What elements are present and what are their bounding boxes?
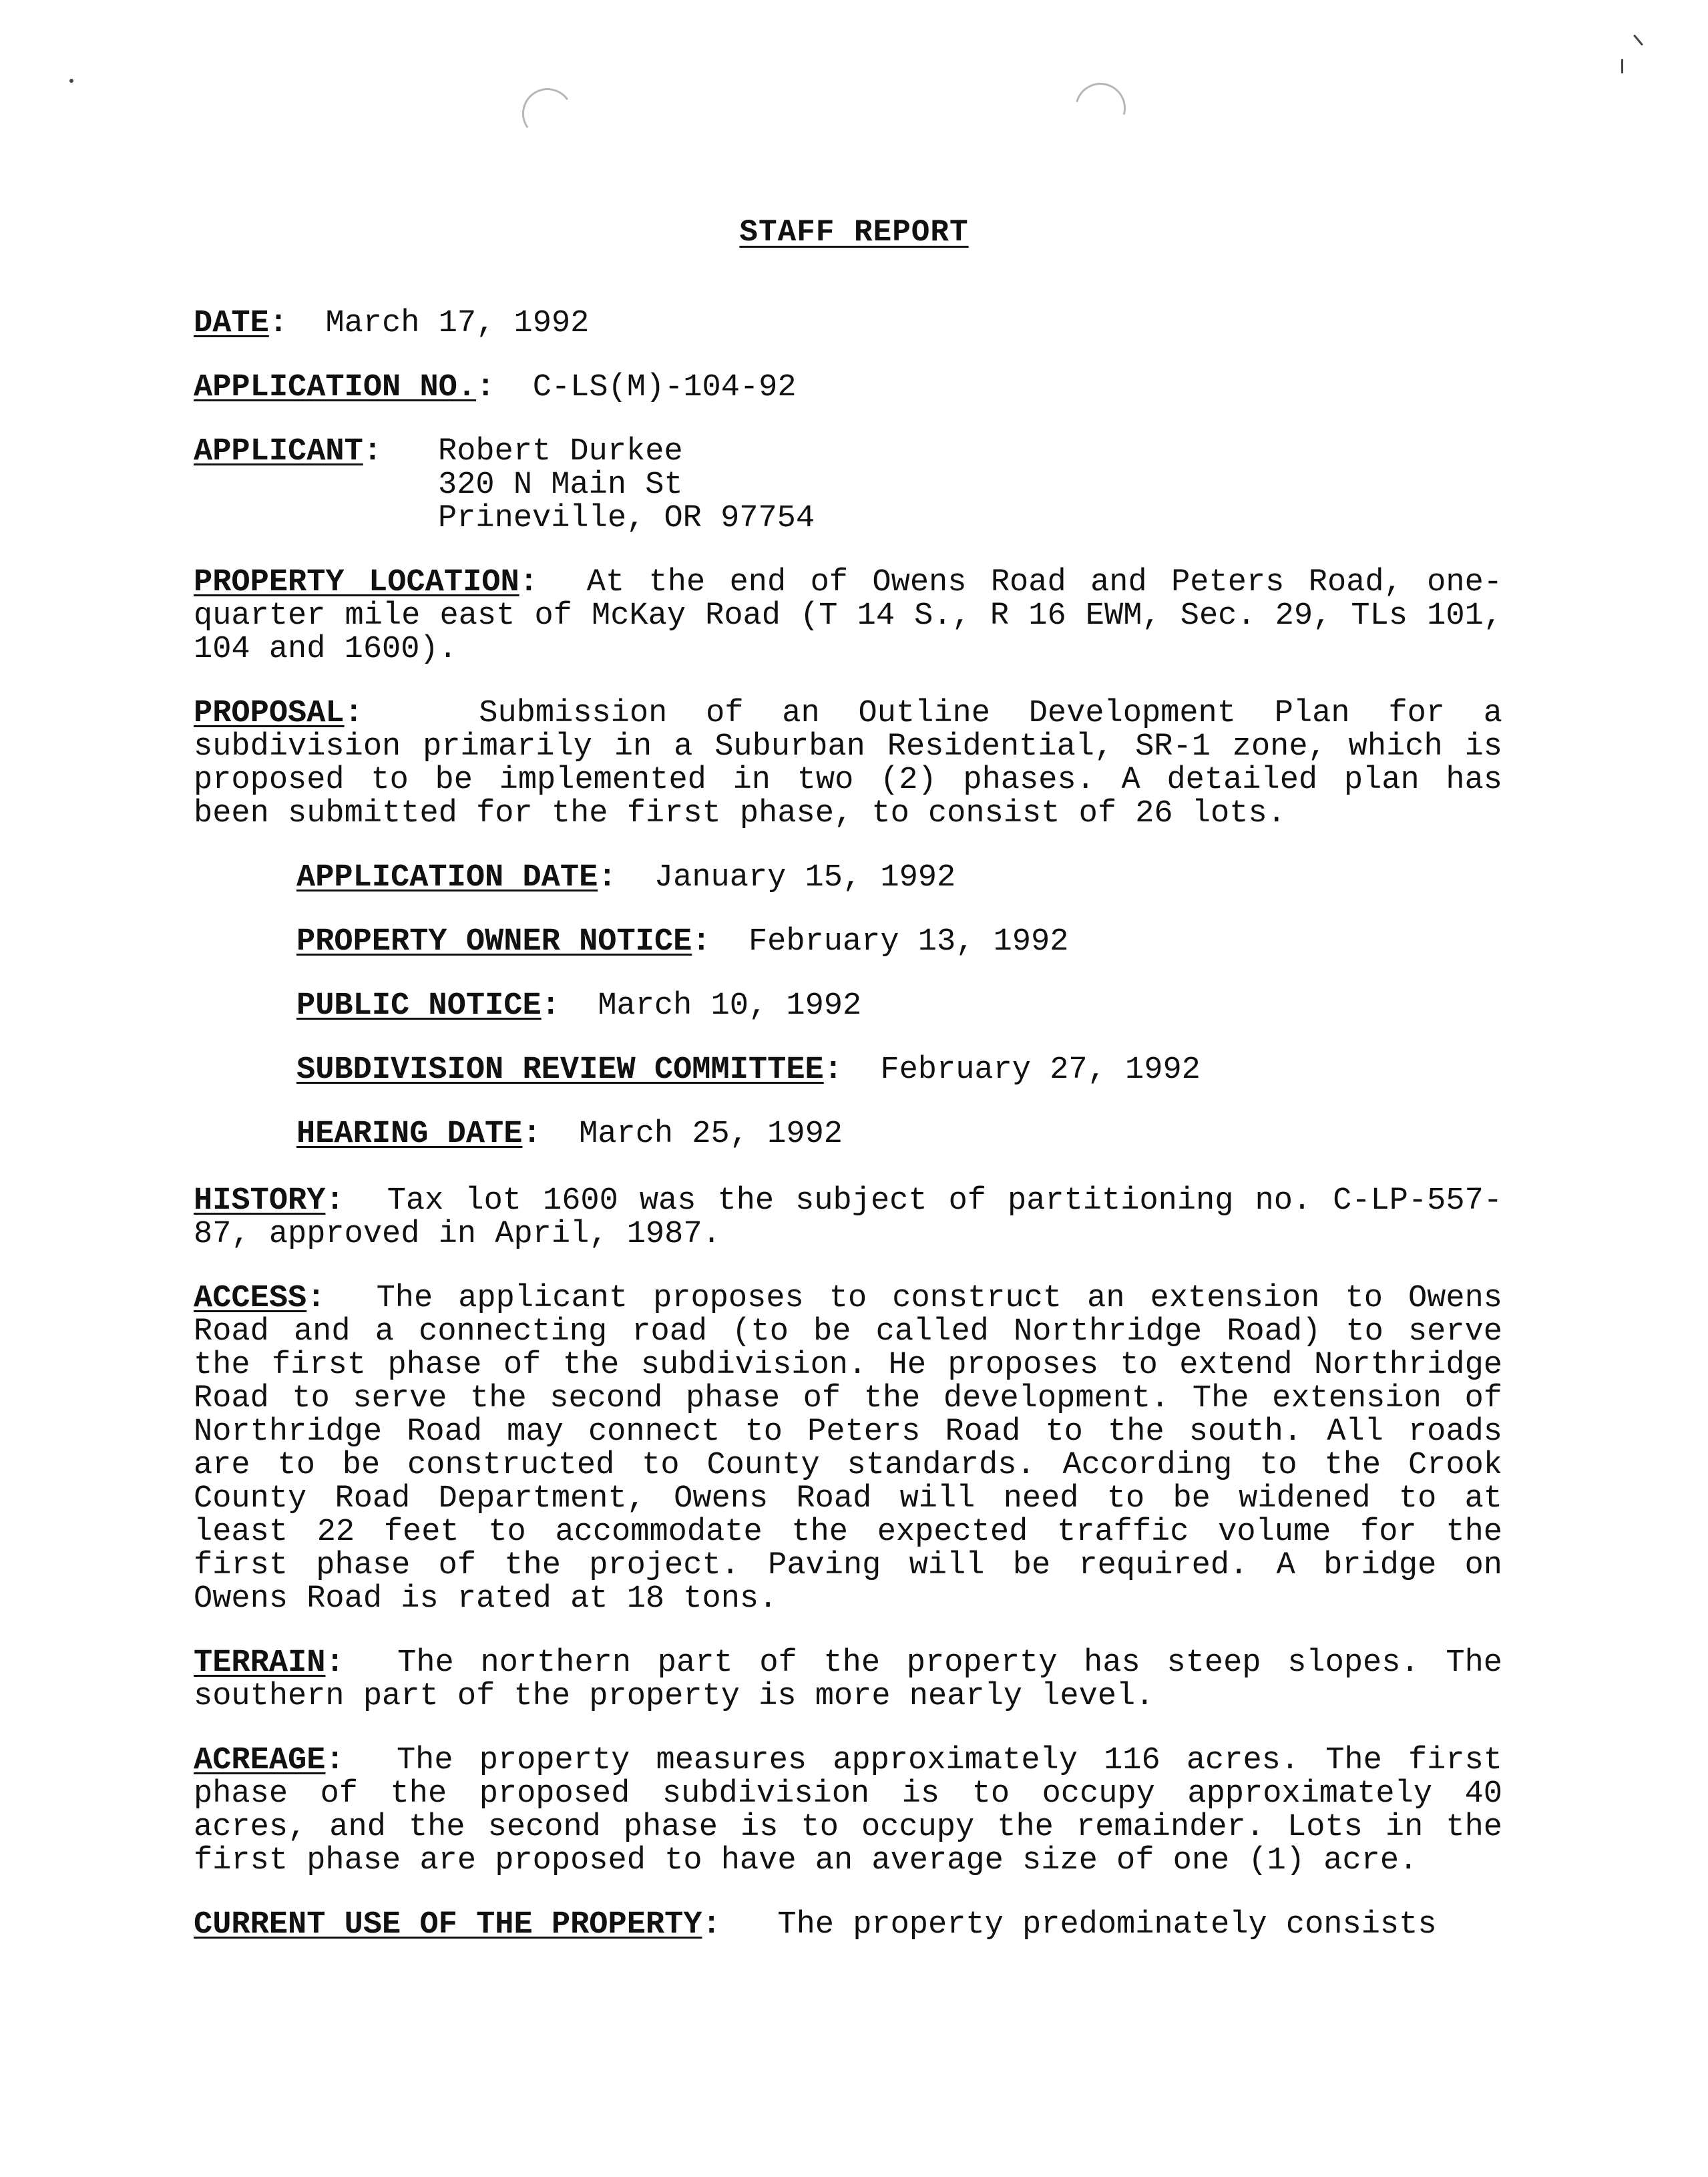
applicant-field: APPLICANT: Robert Durkee 320 N Main St Prineville, OR 97754 [194,434,815,536]
dates-list [296,861,1502,1151]
date-item-value: February 13, 1992 [748,924,1069,960]
date-item-label: PUBLIC NOTICE [296,988,542,1024]
date-item-label: PROPERTY OWNER NOTICE [296,924,692,960]
terrain-text: The northern part of the property has steep slopes. The southern part of the property is more nearly level. [194,1645,1502,1714]
applicant-street: 320 N Main St [438,467,683,503]
punch-hole-mark [518,84,577,143]
report-body [194,307,1502,1973]
history-section: HISTORY: Tax lot 1600 was the subject of partitioning no. C-LP-557-87, approved in April, 1987. [194,1183,1502,1252]
scan-speck [69,79,73,83]
date-field: DATE: March 17, 1992 [194,306,590,341]
date-item-hearing: HEARING DATE: March 25, 1992 [296,1117,843,1152]
acreage-section: ACREAGE: The property measures approximately 116 acres. The first phase of the proposed subdivision is to occupy approximately 40 acres, and the second phase is to occupy the remainder. Lots in the first phase are proposed to have an average size of one (1) acre. [194,1743,1502,1878]
date-item-label: SUBDIVISION REVIEW COMMITTEE [296,1052,824,1088]
application-no-label: APPLICATION NO. [194,370,477,405]
document-title: STAFF REPORT [739,215,969,250]
date-label: DATE [194,306,269,341]
date-item-value: March 25, 1992 [579,1117,843,1152]
date-item-public-notice: PUBLIC NOTICE: March 10, 1992 [296,988,862,1024]
current-use-text: The property predominately consists [777,1907,1437,1943]
acreage-text: The property measures approximately 116 acres. The first phase of the proposed subdivision is to occupy approximately 40 acres, and the second phase is to occupy the remainder. Lots in the first phase are proposed to have an average size of one (1) acre. [194,1743,1502,1878]
date-item-owner-notice: PROPERTY OWNER NOTICE: February 13, 1992 [296,924,1069,960]
property-location-label: PROPERTY LOCATION [194,565,519,600]
date-item-value: March 10, 1992 [598,988,862,1024]
applicant-city: Prineville, OR 97754 [438,501,815,536]
date-value: March 17, 1992 [325,306,590,341]
scan-speck [1621,59,1623,73]
terrain-label: TERRAIN [194,1645,326,1681]
applicant-address [438,435,815,536]
application-no-value: C-LS(M)-104-92 [532,370,797,405]
application-no-field: APPLICATION NO.: C-LS(M)-104-92 [194,370,797,405]
date-item-value: January 15, 1992 [654,860,956,896]
scan-speck [1633,34,1643,45]
proposal-text: Submission of an Outline Development Plan for a subdivision primarily in a Suburban Residential, SR-1 zone, which is proposed to be implemented in two (2) phases. A detailed plan has been submitted for the first phase, to consist of 26 lots. [194,696,1502,831]
applicant-name: Robert Durkee [438,434,683,469]
history-text: Tax lot 1600 was the subject of partitioning no. C-LP-557-87, approved in April, 1987. [194,1183,1502,1252]
date-item-application: APPLICATION DATE: January 15, 1992 [296,860,956,896]
current-use-section: CURRENT USE OF THE PROPERTY: The property predominately consists [194,1907,1437,1943]
date-item-review-committee: SUBDIVISION REVIEW COMMITTEE: February 27, 1992 [296,1052,1201,1088]
access-label: ACCESS [194,1281,307,1316]
history-label: HISTORY [194,1183,326,1219]
date-item-label: HEARING DATE [296,1117,523,1152]
property-location-section: PROPERTY LOCATION: At the end of Owens Road and Peters Road, one-quarter mile east of McKay Road (T 14 S., R 16 EWM, Sec. 29, TLs 101, 104 and 1600). [194,565,1502,667]
acreage-label: ACREAGE [194,1743,326,1778]
applicant-label: APPLICANT [194,434,363,469]
punch-hole-mark [1066,73,1135,143]
date-item-value: February 27, 1992 [880,1052,1201,1088]
current-use-label: CURRENT USE OF THE PROPERTY [194,1907,702,1943]
property-location-text: At the end of Owens Road and Peters Road, one-quarter mile east of McKay Road (T 14 S., R 16 EWM, Sec. 29, TLs 101, 104 and 1600). [194,565,1502,667]
proposal-label: PROPOSAL [194,696,345,731]
access-section: ACCESS: The applicant proposes to construct an extension to Owens Road and a connecting road (to be called Northridge Road) to serve the first phase of the subdivision. He proposes to extend Northridge Road to serve the second phase of the development. The extension of Northridge Road may connect to Peters Road to the south. All roads are to be constructed to County standards. According to the Crook County Road Department, Owens Road will need to be widened to at least 22 feet to accommodate the expected traffic volume for the first phase of the project. Paving will be required. A bridge on Owens Road is rated at 18 tons. [194,1281,1502,1617]
proposal-section: PROPOSAL: Submission of an Outline Development Plan for a subdivision primarily in a Suburban Residential, SR-1 zone, which is proposed to be implemented in two (2) phases. A detailed plan has been submitted for the first phase, to consist of 26 lots. [194,696,1502,831]
date-item-label: APPLICATION DATE [296,860,598,896]
terrain-section: TERRAIN: The northern part of the property has steep slopes. The southern part of the property is more nearly level. [194,1645,1502,1714]
access-text: The applicant proposes to construct an extension to Owens Road and a connecting road (to be called Northridge Road) to serve the first phase of the subdivision. He proposes to extend Northridge Road to serve the second phase of the development. The extension of Northridge Road may connect to Peters Road to the south. All roads are to be constructed to County standards. According to the Crook County Road Department, Owens Road will need to be widened to at least 22 feet to accommodate the expected traffic volume for the first phase of the project. Paving will be required. A bridge on Owens Road is rated at 18 tons. [194,1281,1502,1617]
